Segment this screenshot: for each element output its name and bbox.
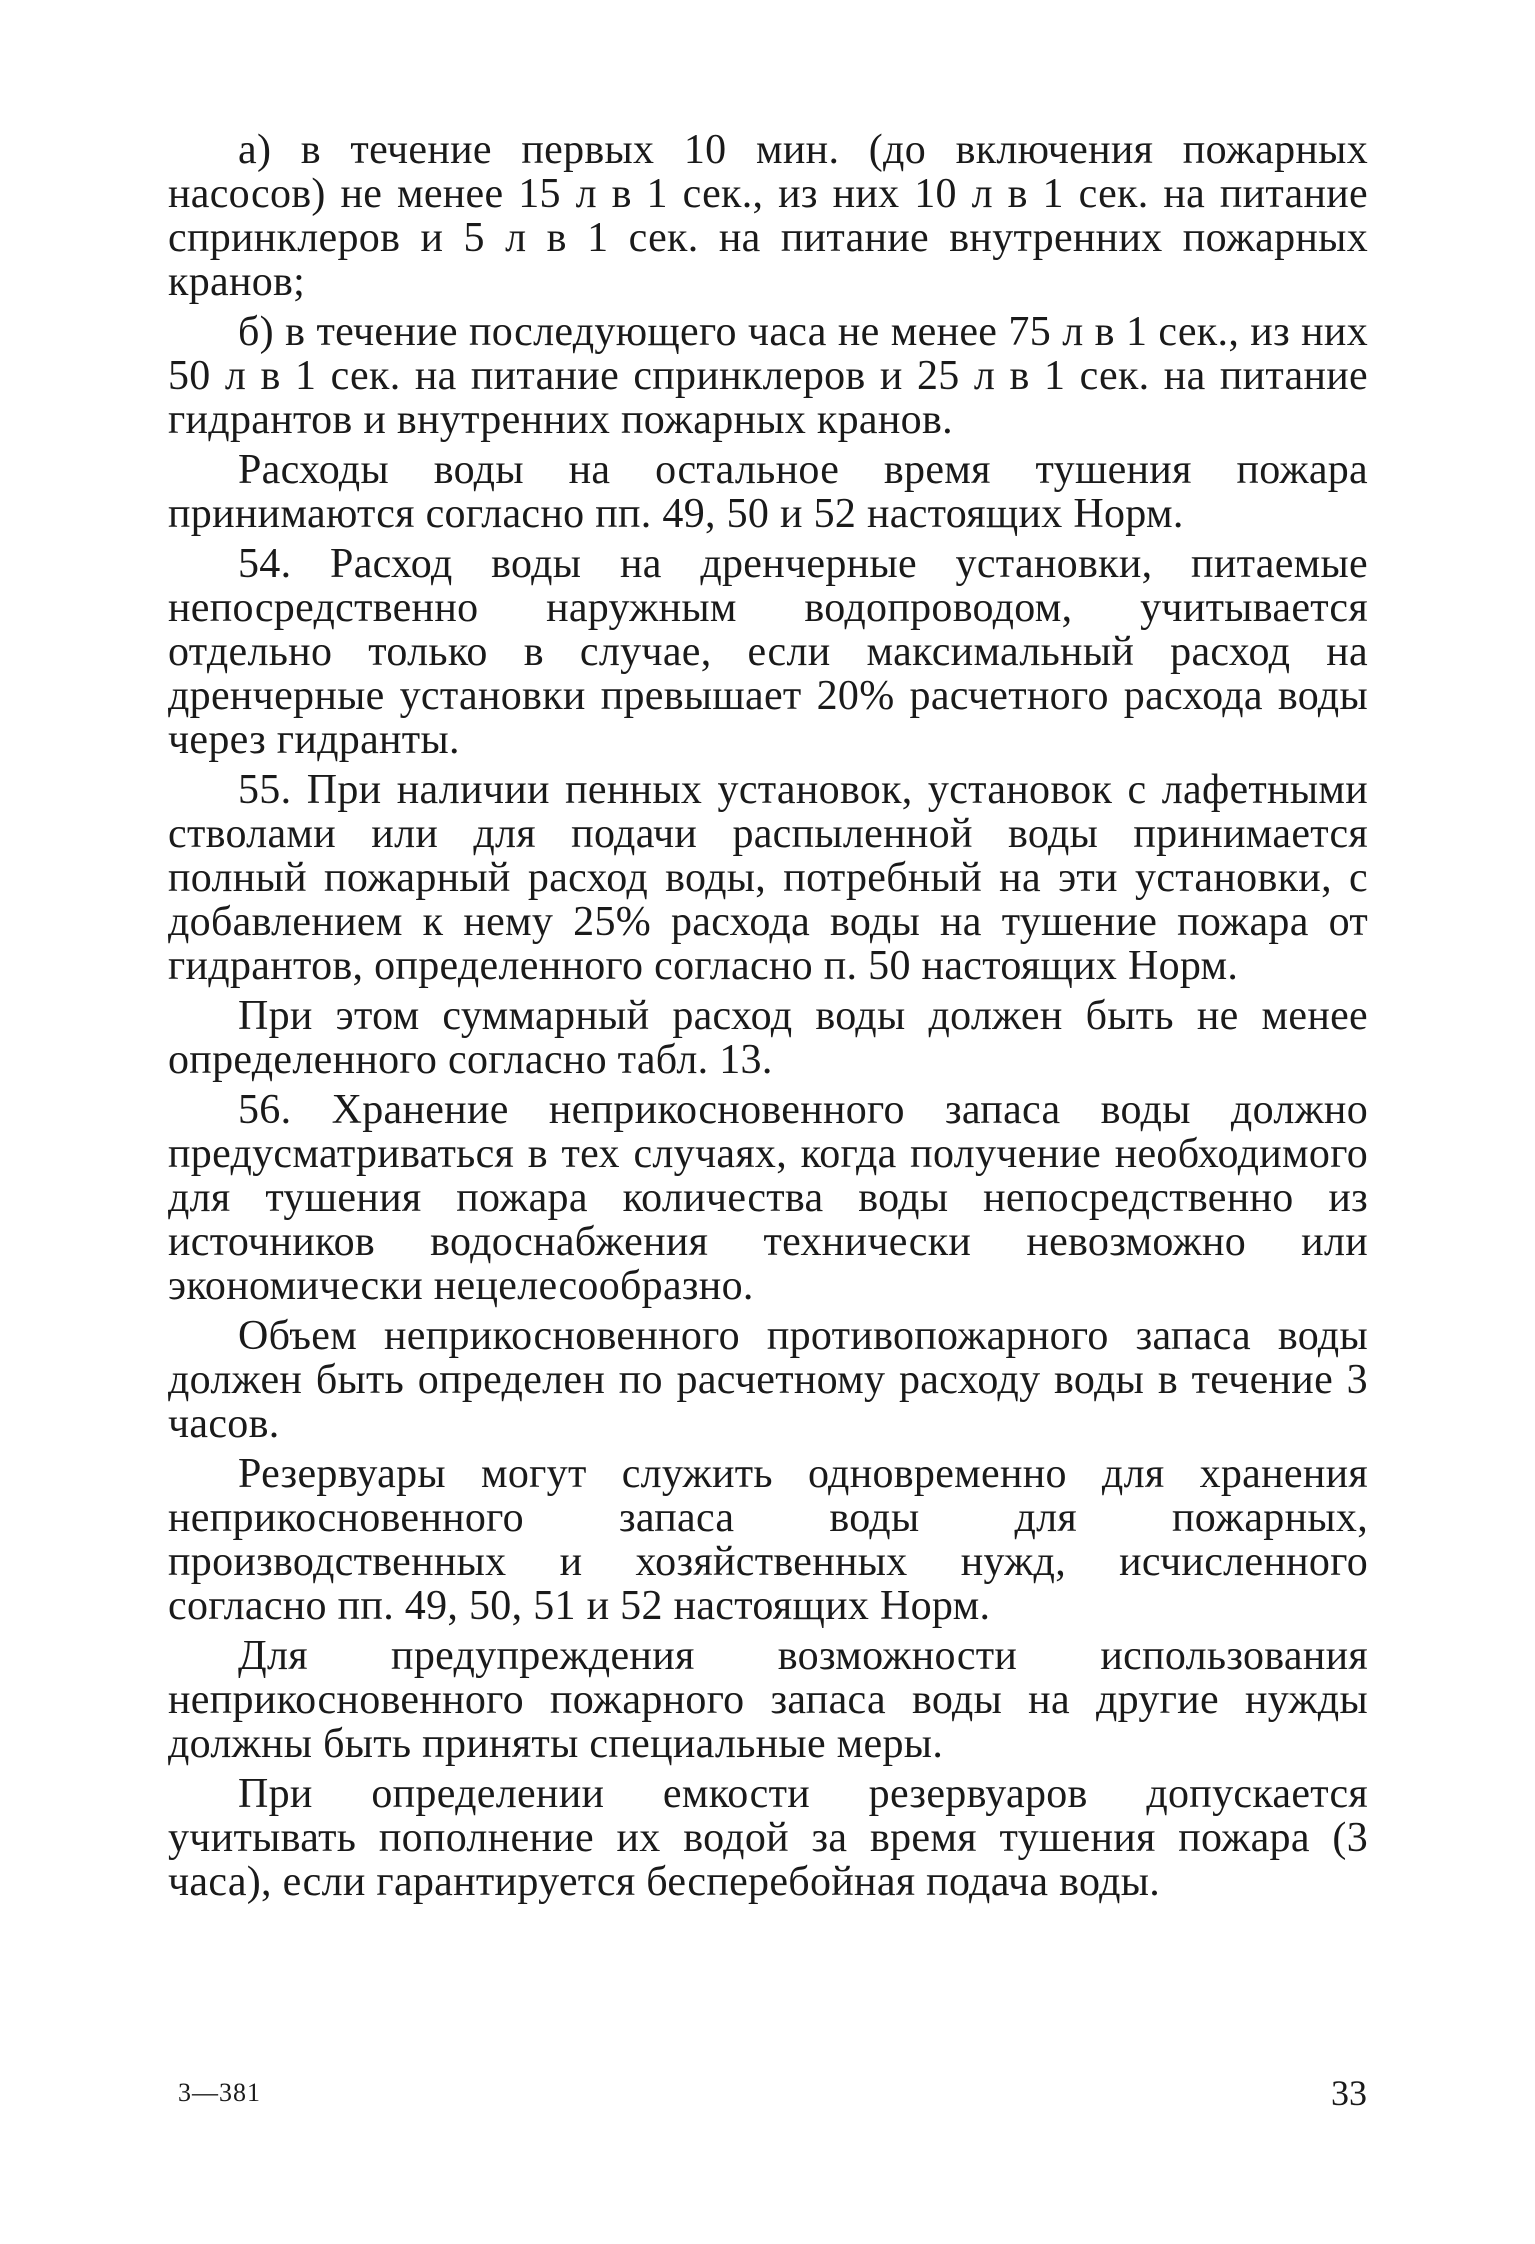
paragraph-capacity: При определении емкости резервуаров допускается учитывать пополнение их водой за время тушения пожара (3 часа), если гарантируется бесперебойная подача воды. [168,1771,1368,1905]
paragraph-remaining-time: Расходы воды на остальное время тушения пожара принимаются согласно пп. 49, 50 и 52 настоящих Норм. [168,447,1368,537]
paragraph-a: а) в течение первых 10 мин. (до включения пожарных насосов) не менее 15 л в 1 сек., из них 10 л в 1 сек. на питание спринклеров и 5 л в 1 сек. на питание внутренних пожарных кранов; [168,127,1368,305]
paragraph-reserve-volume: Объем неприкосновенного противопожарного запаса воды должен быть определен по расчетному расходу воды в течение 3 часов. [168,1313,1368,1447]
paragraph-b: б) в течение последующего часа не менее 75 л в 1 сек., из них 50 л в 1 сек. на питание спринклеров и 25 л в 1 сек. на питание гидрантов и внутренних пожарных кранов. [168,309,1368,443]
body-text [168,128,1368,1910]
paragraph-special-measures: Для предупреждения возможности использования неприкосновенного пожарного запаса воды на другие нужды должны быть приняты специальные меры. [168,1633,1368,1767]
paragraph-55: 55. При наличии пенных установок, установок с лафетными стволами или для подачи распыленной воды принимается полный пожарный расход воды, потребный на эти установки, с добавлением к нему 25% расхода воды на тушение пожара от гидрантов, определенного согласно п. 50 настоящих Норм. [168,767,1368,989]
paragraph-reservoirs: Резервуары могут служить одновременно для хранения неприкосновенного запаса воды для пожарных, производственных и хозяйственных нужд, исчисленного согласно пп. 49, 50, 51 и 52 настоящих Норм. [168,1451,1368,1629]
printer-signature: 3—381 [178,2078,261,2107]
page-number: 33 [1331,2073,1367,2113]
page-footer [178,2072,1367,2112]
paragraph-54: 54. Расход воды на дренчерные установки, питаемые непосредственно наружным водопроводом, учитывается отдельно только в случае, если максимальный расход на дренчерные установки превышает 20% расчетного расхода воды через гидранты. [168,541,1368,763]
paragraph-total-flow: При этом суммарный расход воды должен быть не менее определенного согласно табл. 13. [168,993,1368,1083]
paragraph-56: 56. Хранение неприкосновенного запаса воды должно предусматриваться в тех случаях, когда получение необходимого для тушения пожара количества воды непосредственно из источников водоснабжения технически невозможно или экономически нецелесообразно. [168,1087,1368,1309]
